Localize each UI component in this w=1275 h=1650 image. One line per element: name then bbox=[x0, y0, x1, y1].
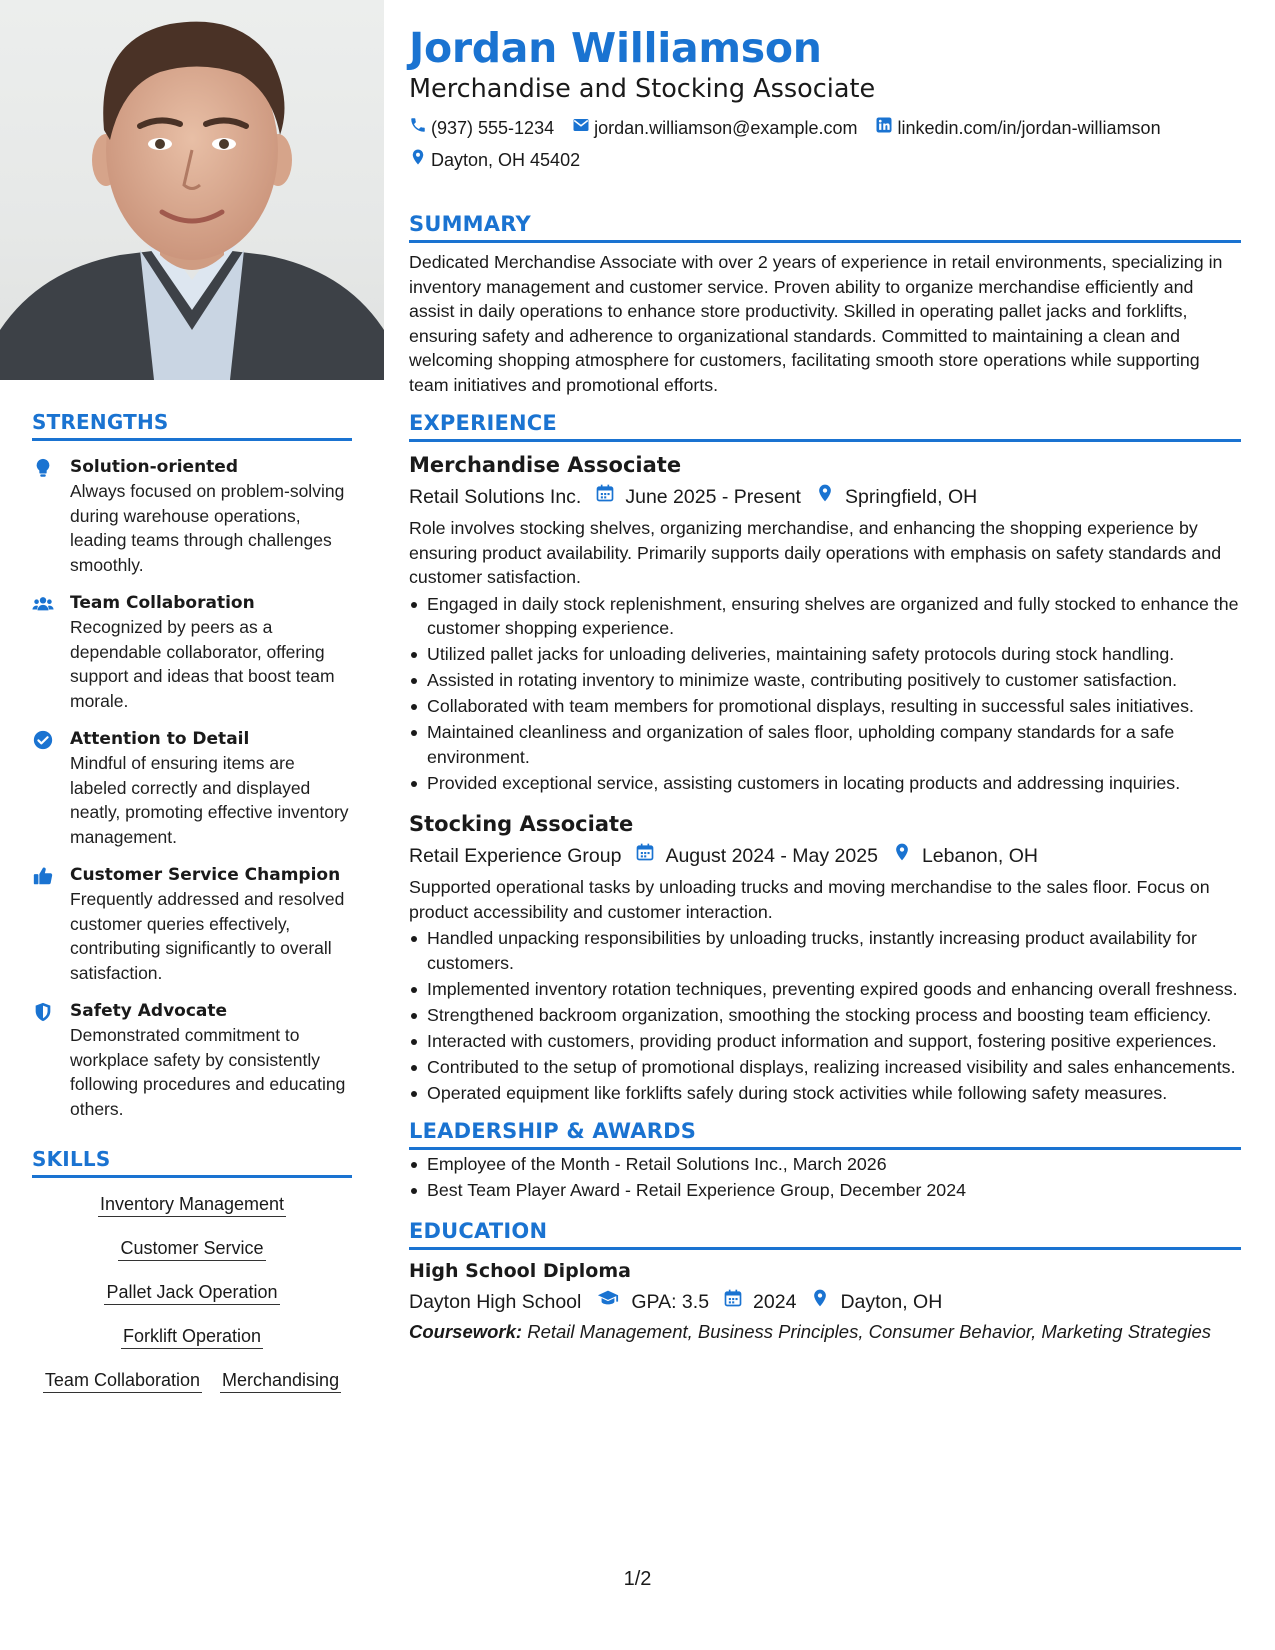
candidate-role: Merchandise and Stocking Associate bbox=[409, 74, 876, 104]
job-location-text: Lebanon, OH bbox=[921, 845, 1038, 867]
strength-title: Team Collaboration bbox=[70, 593, 255, 613]
education-school: Dayton High School bbox=[409, 1291, 582, 1313]
strength-description: Recognized by peers as a dependable collaborator, offering support and ideas that boost team morale. bbox=[70, 617, 335, 711]
strengths-list bbox=[32, 455, 352, 1121]
linkedin-icon bbox=[875, 112, 897, 144]
phone-icon bbox=[409, 112, 431, 144]
map-pin-icon bbox=[409, 144, 431, 176]
experience-heading: EXPERIENCE bbox=[409, 411, 1241, 442]
education-gpa bbox=[595, 1287, 709, 1318]
candidate-name: Jordan Williamson bbox=[409, 24, 822, 72]
skill-tag: Inventory Management bbox=[98, 1192, 286, 1217]
calendar-icon bbox=[635, 841, 665, 871]
skill-tag: Merchandising bbox=[220, 1368, 341, 1393]
map-pin-icon bbox=[892, 841, 922, 871]
job-location bbox=[815, 482, 977, 512]
education-meta bbox=[409, 1287, 1241, 1318]
map-pin-icon bbox=[810, 1287, 840, 1317]
strength-title: Attention to Detail bbox=[70, 729, 250, 749]
job-meta bbox=[409, 841, 1241, 871]
list-item: Handled unpacking responsibilities by unloading trucks, instantly increasing product availability for customers. bbox=[409, 926, 1241, 975]
strengths-heading: STRENGTHS bbox=[32, 410, 352, 441]
list-item: Operated equipment like forklifts safely during stock activities while following safety measures. bbox=[409, 1081, 1241, 1106]
strength-description: Mindful of ensuring items are labeled correctly and displayed neatly, promoting effective inventory management. bbox=[70, 753, 349, 847]
strength-item bbox=[32, 591, 352, 713]
page-number: 1/2 bbox=[623, 1568, 652, 1590]
contact-email[interactable] bbox=[572, 112, 857, 144]
list-item: Implemented inventory rotation techniques, preventing expired goods and enhancing overall freshness. bbox=[409, 977, 1241, 1002]
job-dates bbox=[595, 482, 801, 512]
leadership-list bbox=[409, 1152, 1241, 1203]
coursework-label: Coursework: bbox=[409, 1320, 523, 1342]
linkedin-text: linkedin.com/in/jordan-williamson bbox=[897, 118, 1161, 138]
summary-heading: SUMMARY bbox=[409, 212, 1241, 243]
job-title: Stocking Associate bbox=[409, 812, 634, 836]
left-content bbox=[32, 410, 352, 1393]
profile-photo-illustration bbox=[0, 0, 384, 380]
job-bullets bbox=[409, 926, 1241, 1105]
list-item: Strengthened backroom organization, smoothing the stocking process and boosting team efficiency. bbox=[409, 1003, 1241, 1028]
job-dates-text: June 2025 - Present bbox=[625, 486, 801, 508]
left-column bbox=[0, 0, 384, 1650]
strength-title: Customer Service Champion bbox=[70, 865, 341, 885]
job-company: Retail Experience Group bbox=[409, 845, 622, 867]
thumbs-up-icon bbox=[32, 874, 54, 891]
coursework-text: Retail Management, Business Principles, Consumer Behavior, Marketing Strategies bbox=[527, 1320, 1212, 1342]
skill-tag: Customer Service bbox=[118, 1236, 265, 1261]
education-gpa-text: GPA: 3.5 bbox=[631, 1291, 710, 1313]
skill-tag: Pallet Jack Operation bbox=[104, 1280, 279, 1305]
list-item: Contributed to the setup of promotional displays, realizing increased visibility and sales enhancements. bbox=[409, 1055, 1241, 1080]
job-bullets bbox=[409, 592, 1241, 796]
email-text: jordan.williamson@example.com bbox=[594, 118, 858, 138]
strength-description: Frequently addressed and resolved customer queries effectively, contributing significantly to overall satisfaction. bbox=[70, 889, 345, 983]
strength-item bbox=[32, 727, 352, 849]
shield-icon bbox=[32, 1010, 54, 1027]
list-item: Assisted in rotating inventory to minimize waste, contributing positively to customer satisfaction. bbox=[409, 668, 1241, 693]
check-circle-icon bbox=[32, 738, 54, 755]
phone-text: (937) 555-1234 bbox=[431, 118, 555, 138]
education-degree: High School Diploma bbox=[409, 1259, 631, 1282]
list-item: Collaborated with team members for promotional displays, resulting in successful sales initiatives. bbox=[409, 694, 1241, 719]
job-title: Merchandise Associate bbox=[409, 453, 682, 477]
users-icon bbox=[32, 602, 54, 619]
skill-tag: Forklift Operation bbox=[121, 1324, 263, 1349]
map-pin-icon bbox=[815, 482, 845, 512]
education-heading: EDUCATION bbox=[409, 1219, 1241, 1250]
contact-phone[interactable] bbox=[409, 112, 554, 144]
education-year bbox=[723, 1287, 796, 1317]
leadership-heading: LEADERSHIP & AWARDS bbox=[409, 1119, 1241, 1150]
list-item: Engaged in daily stock replenishment, ensuring shelves are organized and fully stocked to enhance the customer shopping experience. bbox=[409, 592, 1241, 641]
education-year-text: 2024 bbox=[753, 1291, 797, 1313]
job-entry bbox=[409, 809, 1241, 1105]
list-item: Interacted with customers, providing product information and support, fostering positive experiences. bbox=[409, 1029, 1241, 1054]
strength-item bbox=[32, 863, 352, 985]
job-dates bbox=[635, 841, 877, 871]
strength-title: Safety Advocate bbox=[70, 1001, 228, 1021]
list-item: Best Team Player Award - Retail Experience Group, December 2024 bbox=[409, 1178, 1241, 1203]
list-item: Maintained cleanliness and organization of sales floor, upholding company standards for a safe environment. bbox=[409, 720, 1241, 769]
job-meta bbox=[409, 482, 1241, 512]
education-location-text: Dayton, OH bbox=[840, 1291, 943, 1313]
strength-description: Demonstrated commitment to workplace safety by consistently following procedures and educating others. bbox=[70, 1025, 346, 1119]
summary-text: Dedicated Merchandise Associate with over 2 years of experience in retail environments, specializing in inventory management and customer service. Proven ability to organize merchandise efficiently and assist in daily operations to enhance store productivity. Skilled in operating pallet jacks and forklifts, ensuring safety and adherence to organizational standards. Committed to maintaining a clean and welcoming shopping atmosphere for customers, facilitating smooth store operations while supporting team initiatives and promotional efforts. bbox=[409, 252, 1223, 395]
strength-item bbox=[32, 999, 352, 1121]
list-item: Employee of the Month - Retail Solutions Inc., March 2026 bbox=[409, 1152, 1241, 1177]
job-dates-text: August 2024 - May 2025 bbox=[665, 845, 878, 867]
calendar-icon bbox=[723, 1287, 753, 1317]
contact-info bbox=[409, 112, 1241, 176]
list-item: Provided exceptional service, assisting customers in locating products and addressing inquiries. bbox=[409, 771, 1241, 796]
education-location bbox=[810, 1287, 942, 1317]
skills-heading: SKILLS bbox=[32, 1147, 352, 1178]
location-text: Dayton, OH 45402 bbox=[431, 150, 581, 170]
strength-title: Solution-oriented bbox=[70, 457, 238, 477]
profile-photo bbox=[0, 0, 384, 380]
list-item: Utilized pallet jacks for unloading deliveries, maintaining safety protocols during stock handling. bbox=[409, 642, 1241, 667]
job-company: Retail Solutions Inc. bbox=[409, 486, 582, 508]
job-description: Supported operational tasks by unloading trucks and moving merchandise to the sales floor. Focus on product accessibility and customer interaction. bbox=[409, 877, 1210, 922]
strength-description: Always focused on problem-solving during warehouse operations, leading teams through challenges smoothly. bbox=[70, 481, 345, 575]
contact-location bbox=[409, 144, 580, 176]
education-coursework bbox=[409, 1320, 1241, 1345]
lightbulb-icon bbox=[32, 466, 54, 483]
right-column bbox=[409, 22, 1241, 1344]
job-description: Role involves stocking shelves, organizing merchandise, and enhancing the shopping experience by ensuring product availability. Primarily supports daily operations with emphasis on safety standards and customer satisfaction. bbox=[409, 518, 1222, 587]
graduation-cap-icon bbox=[595, 1287, 631, 1318]
job-location-text: Springfield, OH bbox=[844, 486, 978, 508]
strength-item bbox=[32, 455, 352, 577]
job-location bbox=[892, 841, 1038, 871]
envelope-icon bbox=[572, 112, 594, 144]
calendar-icon bbox=[595, 482, 625, 512]
skills-list bbox=[32, 1192, 352, 1393]
skill-tag: Team Collaboration bbox=[43, 1368, 202, 1393]
contact-linkedin[interactable] bbox=[875, 112, 1160, 144]
job-entry bbox=[409, 450, 1241, 795]
